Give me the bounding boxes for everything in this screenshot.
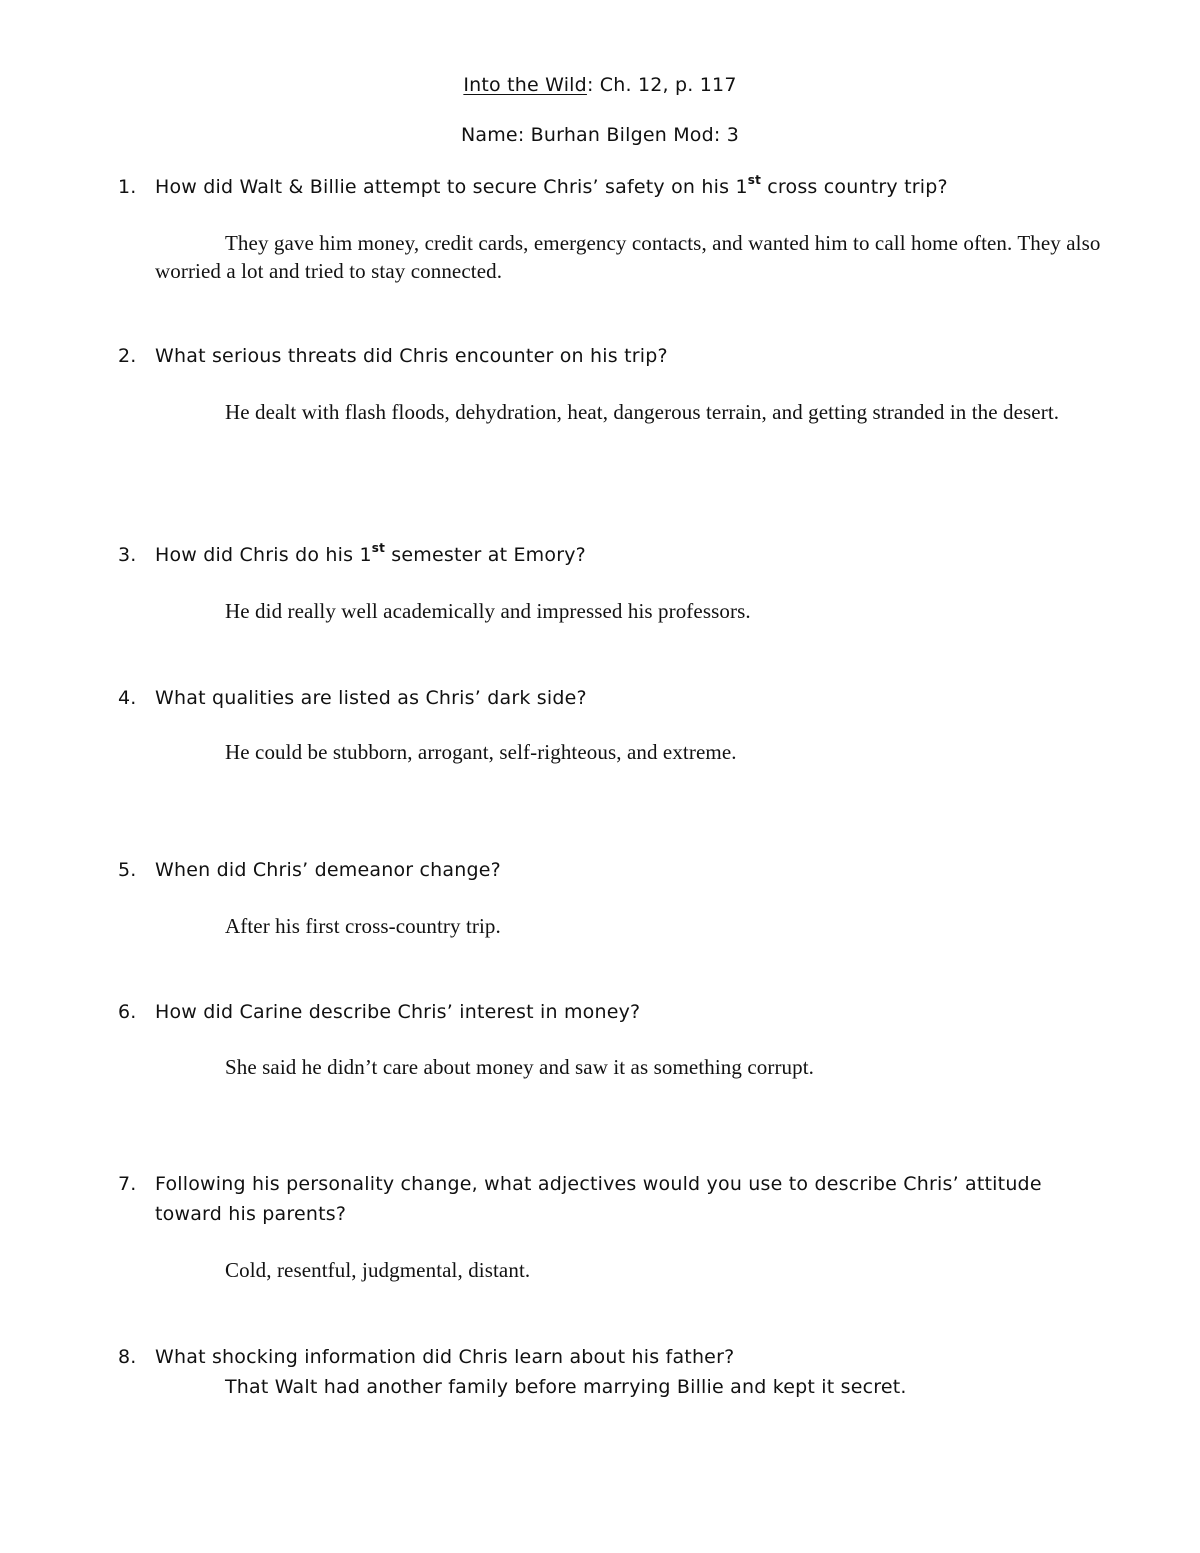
question-number: 3. bbox=[118, 544, 137, 566]
question-text: How did Carine describe Chris’ interest in money? bbox=[155, 1001, 641, 1023]
answer-3: He did really well academically and impressed his professors. bbox=[225, 599, 751, 623]
question-number: 5. bbox=[118, 859, 137, 881]
answer-6: She said he didn’t care about money and saw it as something corrupt. bbox=[225, 1055, 815, 1079]
question-number: 8. bbox=[118, 1346, 137, 1368]
question-text: What serious threats did Chris encounter on his trip? bbox=[155, 345, 668, 367]
chapter-reference: : Ch. 12, p. 117 bbox=[586, 74, 737, 96]
question-text: When did Chris’ demeanor change? bbox=[155, 859, 501, 881]
question-number: 7. bbox=[118, 1173, 137, 1195]
answer-5: After his first cross-country trip. bbox=[225, 914, 501, 938]
question-number: 2. bbox=[118, 345, 137, 367]
question-4 bbox=[118, 683, 1078, 713]
question-text-part: How did Chris do his 1 bbox=[155, 544, 372, 566]
question-1 bbox=[118, 172, 1078, 202]
answer-7: Cold, resentful, judgmental, distant. bbox=[225, 1258, 531, 1282]
ordinal-suffix: st bbox=[747, 172, 762, 187]
question-3 bbox=[118, 540, 1078, 570]
question-5 bbox=[118, 855, 1078, 885]
question-number: 4. bbox=[118, 687, 137, 709]
name-line: Name: Burhan Bilgen Mod: 3 bbox=[460, 124, 740, 146]
answer-1: They gave him money, credit cards, emergency contacts, and wanted him to call home often. They also worried a lot and tried to stay connected. bbox=[155, 231, 1101, 283]
question-number: 1. bbox=[118, 176, 137, 198]
question-text-part: How did Walt & Billie attempt to secure Chris’ safety on his 1 bbox=[155, 176, 748, 198]
question-text: Following his personality change, what adjectives would you use to describe Chris’ attitude toward his parents? bbox=[155, 1173, 1042, 1225]
question-text-part: cross country trip? bbox=[761, 176, 948, 198]
question-text: What shocking information did Chris learn about his father? bbox=[155, 1346, 735, 1368]
answer-4: He could be stubborn, arrogant, self-righteous, and extreme. bbox=[225, 740, 737, 764]
book-title: Into the Wild bbox=[463, 74, 587, 96]
question-text-part: semester at Emory? bbox=[385, 544, 586, 566]
question-text bbox=[155, 172, 1078, 202]
page-title bbox=[0, 74, 1200, 96]
question-6 bbox=[118, 997, 1078, 1027]
question-7 bbox=[118, 1169, 1078, 1229]
ordinal-suffix: st bbox=[371, 540, 386, 555]
question-number: 6. bbox=[118, 1001, 137, 1023]
question-8 bbox=[118, 1342, 1078, 1372]
question-2 bbox=[118, 341, 1078, 371]
question-text bbox=[155, 540, 1078, 570]
answer-2: He dealt with flash floods, dehydration, heat, dangerous terrain, and getting stranded in the desert. bbox=[225, 400, 1060, 424]
question-text: What qualities are listed as Chris’ dark side? bbox=[155, 687, 587, 709]
answer-8: That Walt had another family before marrying Billie and kept it secret. bbox=[225, 1376, 907, 1398]
